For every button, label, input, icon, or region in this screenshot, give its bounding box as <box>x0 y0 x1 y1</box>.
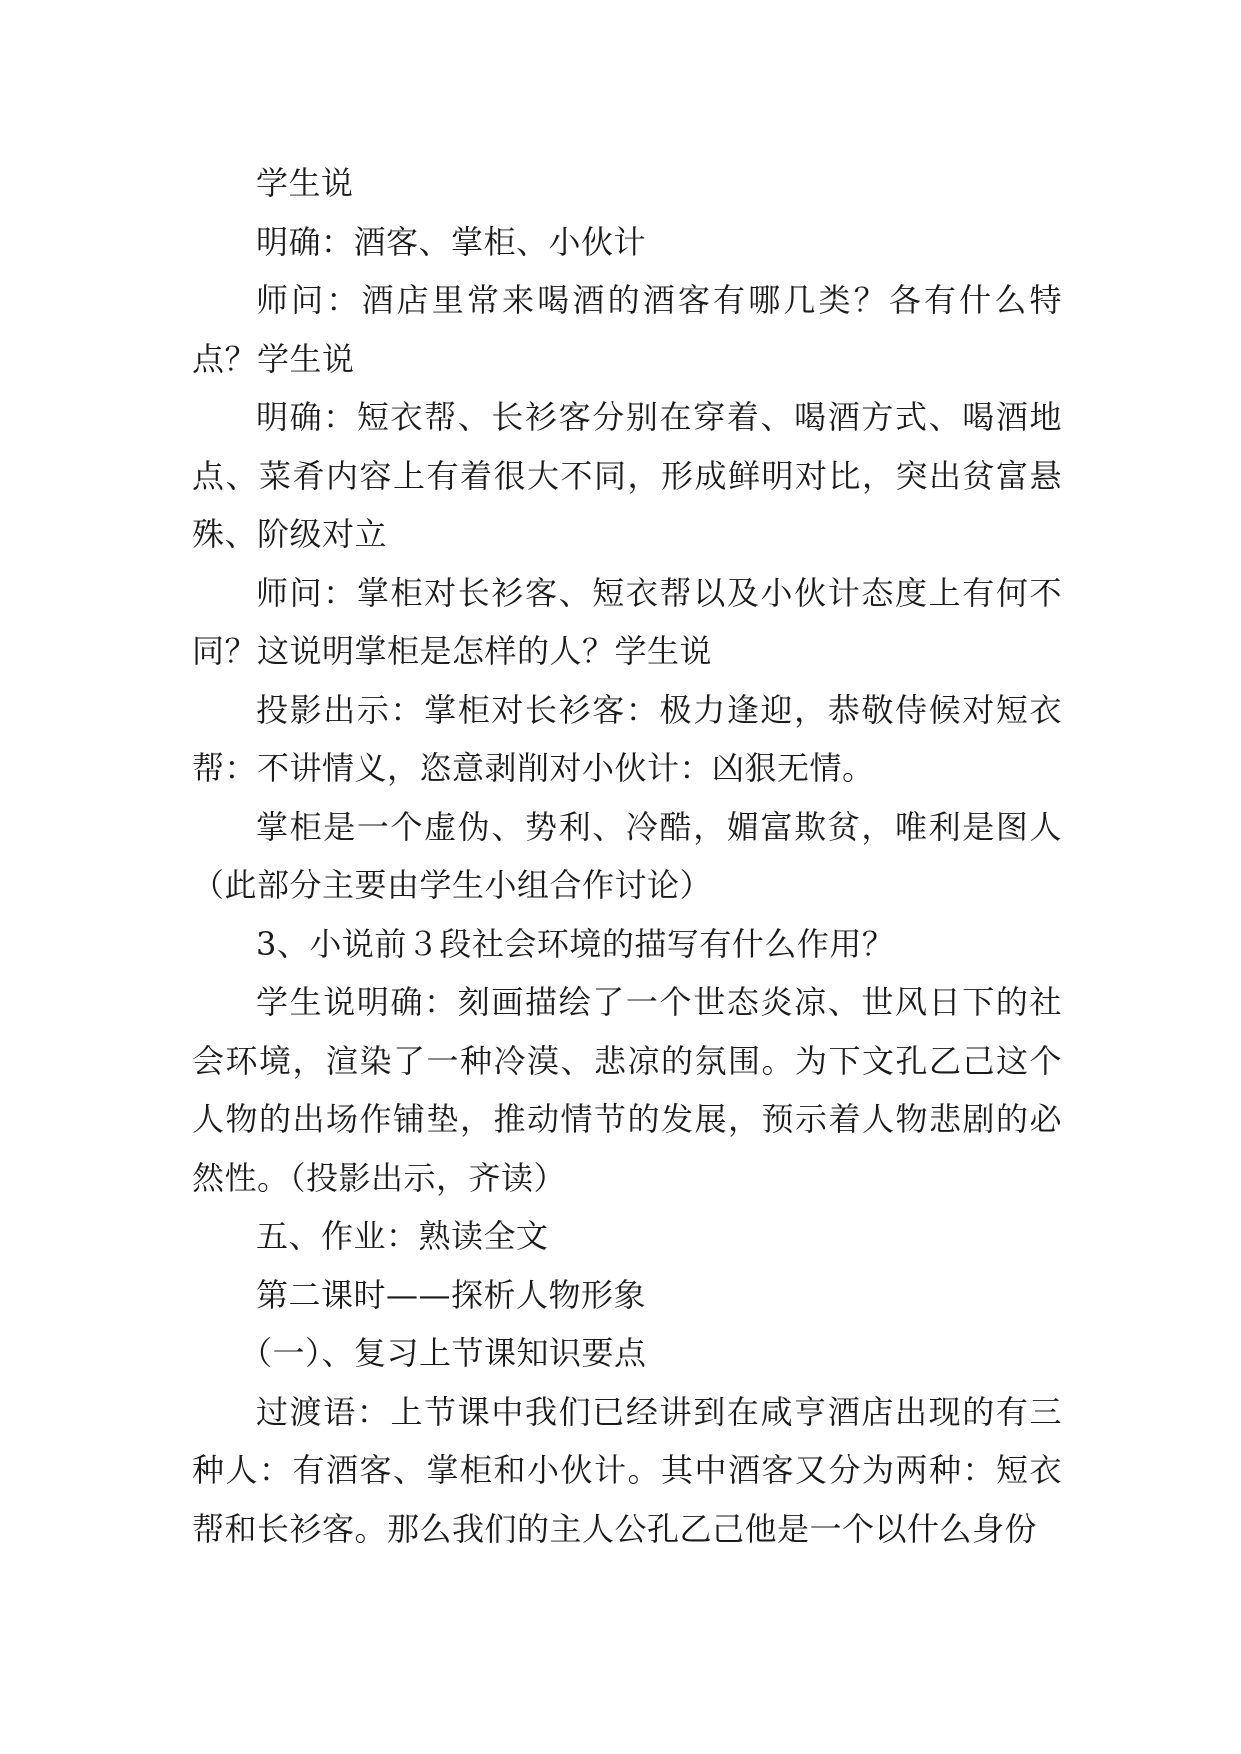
paragraph-homework: 五、作业：熟读全文 <box>256 1217 549 1255</box>
paragraph-projection-attitudes: 投影出示：掌柜对长衫客：极力逢迎，恭敬侍候对短衣帮：不讲情义，恣意剥削对小伙计：凶狠无情。 <box>192 690 1062 787</box>
heading-review: （一）、复习上节课知识要点 <box>240 1334 647 1372</box>
paragraph-clarify-people: 明确：酒客、掌柜、小伙计 <box>256 222 647 261</box>
paragraph-clarify-contrast: 明确：短衣帮、长衫客分别在穿着、喝酒方式、喝酒地点、菜肴内容上有着很大不同，形成鲜明对比，突出贫富悬殊、阶级对立 <box>192 398 1062 553</box>
document-body <box>192 154 1062 1558</box>
paragraph-teacher-question-manager: 师问：掌柜对长衫客、短衣帮以及小伙计态度上有何不同？这说明掌柜是怎样的人？学生说 <box>192 573 1062 670</box>
paragraph-manager-character: 掌柜是一个虚伪、势利、冷酷，媚富欺贫，唯利是图人（此部分主要由学生小组合作讨论） <box>192 807 1062 904</box>
paragraph-student-says: 学生说 <box>256 164 354 202</box>
heading-second-lesson: 第二课时——探析人物形象 <box>256 1275 647 1314</box>
paragraph-teacher-question-customers: 师问：酒店里常来喝酒的酒客有哪几类？各有什么特点？学生说 <box>192 281 1062 378</box>
paragraph-environment-answer: 学生说明确：刻画描绘了一个世态炎凉、世风日下的社会环境，渲染了一种冷漠、悲凉的氛围。为下文孔乙己这个人物的出场作铺垫，推动情节的发展，预示着人物悲剧的必然性。（投影出示，齐读） <box>192 983 1062 1197</box>
paragraph-question-environment: 3、小说前３段社会环境的描写有什么作用？ <box>256 924 895 963</box>
paragraph-transition: 过渡语：上节课中我们已经讲到在咸亨酒店出现的有三种人：有酒客、掌柜和小伙计。其中酒客又分为两种：短衣帮和长衫客。那么我们的主人公孔乙己他是一个以什么身份 <box>192 1392 1062 1548</box>
